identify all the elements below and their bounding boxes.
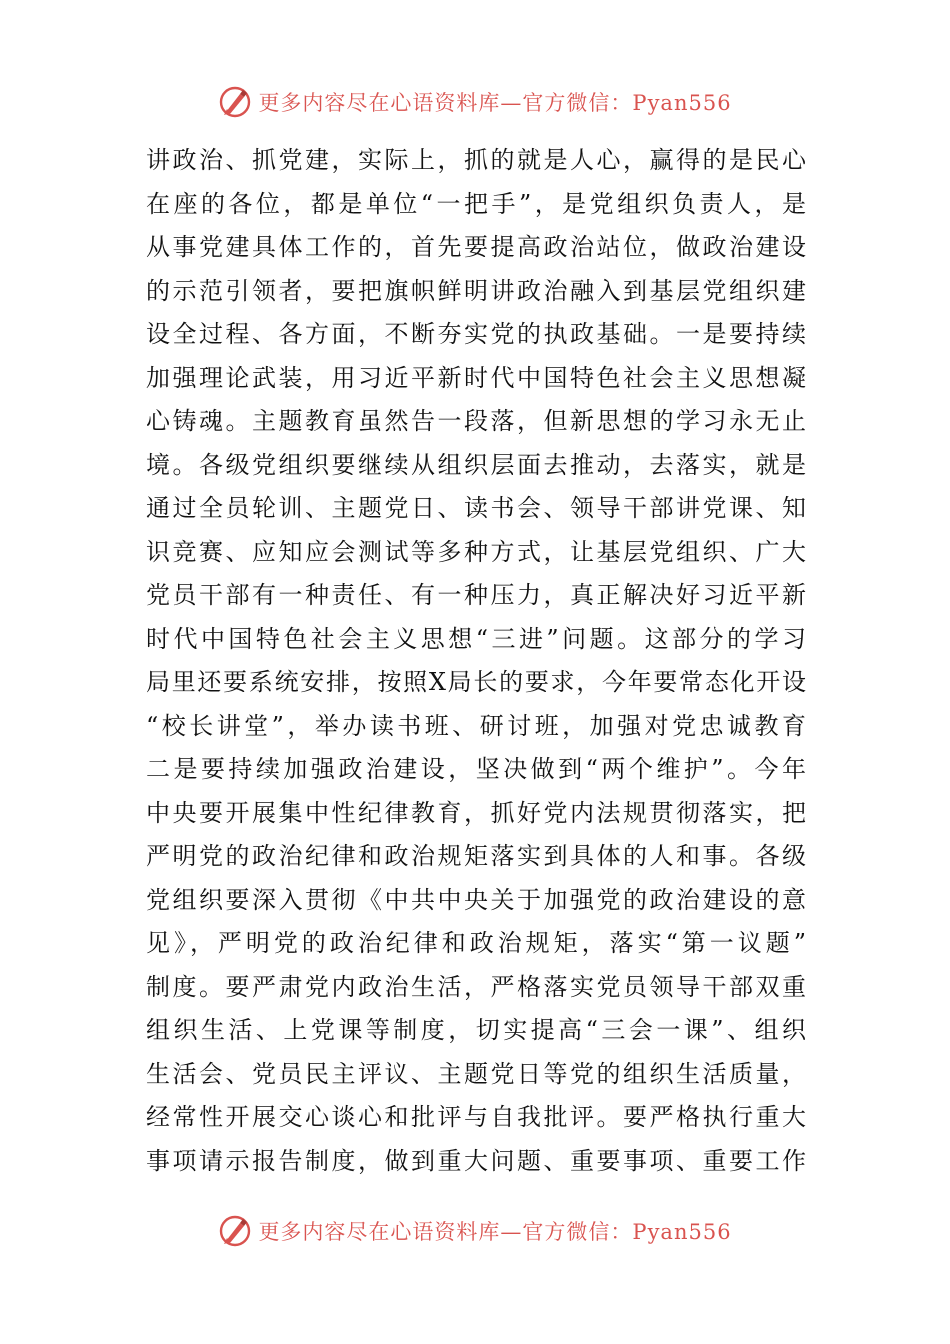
text-line: 设全过程、各方面，不断夯实党的执政基础。一是要持续 bbox=[146, 320, 806, 348]
text-line: 在座的各位，都是单位“一把手”，是党组织负责人，是 bbox=[146, 189, 806, 218]
text-line: 事项请示报告制度，做到重大问题、重要事项、重要工作 bbox=[146, 1146, 806, 1175]
header-watermark-text: 更多内容尽在心语资料库—官方微信：Pyan556 bbox=[258, 91, 732, 115]
text-line: 见》，严明党的政治纪律和政治规矩，落实“第一议题” bbox=[146, 929, 806, 957]
text-line: 境。各级党组织要继续从组织层面去推动，去落实，就是 bbox=[146, 450, 806, 479]
footer-watermark-text: 更多内容尽在心语资料库—官方微信：Pyan556 bbox=[258, 1220, 732, 1244]
text-line: 局里还要系统安排，按照X局长的要求，今年要常态化开设 bbox=[146, 668, 806, 696]
text-line: 的示范引领者，要把旗帜鲜明讲政治融入到基层党组织建 bbox=[146, 276, 806, 305]
header-watermark-banner bbox=[0, 82, 950, 122]
pen-circle-logo-icon bbox=[218, 85, 252, 119]
text-line: 通过全员轮训、主题党日、读书会、领导干部讲党课、知 bbox=[146, 494, 806, 522]
text-line: 严明党的政治纪律和政治规矩落实到具体的人和事。各级 bbox=[146, 842, 806, 870]
text-line: 生活会、党员民主评议、主题党日等党的组织生活质量， bbox=[146, 1059, 806, 1088]
text-line: 加强理论武装，用习近平新时代中国特色社会主义思想凝 bbox=[146, 363, 806, 392]
text-line: 二是要持续加强政治建设，坚决做到“两个维护”。今年 bbox=[146, 755, 806, 783]
text-line: 党员干部有一种责任、有一种压力，真正解决好习近平新 bbox=[146, 581, 806, 609]
pen-circle-logo-icon bbox=[218, 1214, 252, 1248]
text-line: 从事党建具体工作的，首先要提高政治站位，做政治建设 bbox=[146, 233, 806, 261]
text-line: 经常性开展交心谈心和批评与自我批评。要严格执行重大 bbox=[146, 1103, 806, 1131]
document-body bbox=[146, 139, 806, 1183]
text-line: “校长讲堂”，举办读书班、研讨班，加强对党忠诚教育 bbox=[146, 711, 806, 740]
text-line: 讲政治、抓党建，实际上，抓的就是人心，赢得的是民心 bbox=[146, 146, 806, 174]
text-line: 中央要开展集中性纪律教育，抓好党内法规贯彻落实，把 bbox=[146, 798, 806, 827]
text-line: 组织生活、上党课等制度，切实提高“三会一课”、组织 bbox=[146, 1016, 806, 1044]
text-line: 心铸魂。主题教育虽然告一段落，但新思想的学习永无止 bbox=[146, 407, 806, 435]
text-line: 党组织要深入贯彻《中共中央关于加强党的政治建设的意 bbox=[146, 885, 806, 914]
footer-watermark-banner bbox=[0, 1211, 950, 1251]
text-line: 时代中国特色社会主义思想“三进”问题。这部分的学习 bbox=[146, 624, 806, 653]
text-line: 识竞赛、应知应会测试等多种方式，让基层党组织、广大 bbox=[146, 537, 806, 566]
text-line: 制度。要严肃党内政治生活，严格落实党员领导干部双重 bbox=[146, 972, 806, 1001]
